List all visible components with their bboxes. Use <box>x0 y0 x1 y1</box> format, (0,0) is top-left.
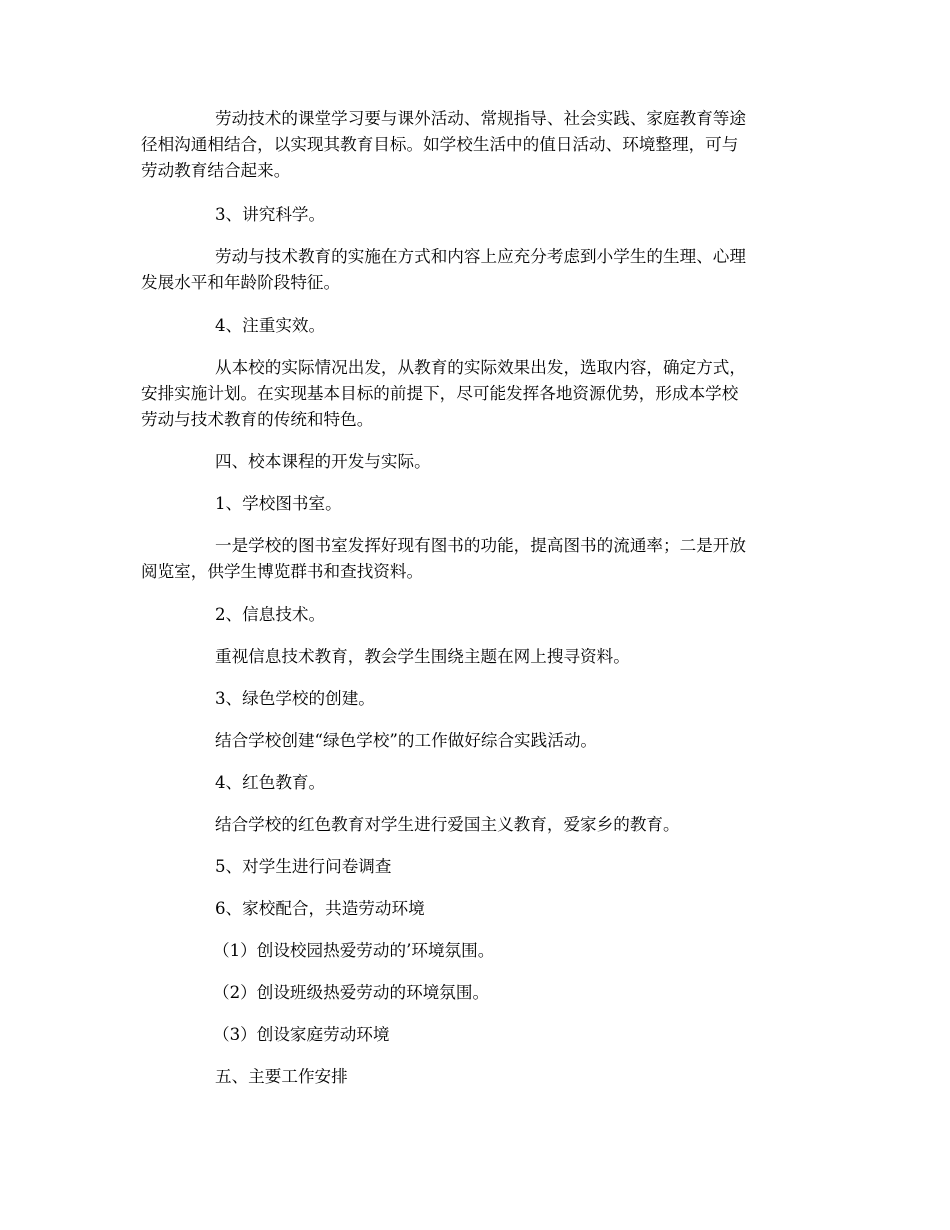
list-item-class <box>213 980 885 1006</box>
text-line: 结合学校的红色教育对学生进行爱国主义教育，爱家乡的教育。 <box>215 815 680 834</box>
paragraph-it <box>141 644 813 670</box>
section-heading-4 <box>141 449 813 475</box>
text-line: 劳动与技术教育的实施在方式和内容上应充分考虑到小学生的生理、心理 <box>215 247 746 266</box>
text-line: 6、家校配合，共造劳动环境 <box>215 899 425 918</box>
heading-library <box>141 491 813 517</box>
heading-survey <box>141 854 813 880</box>
heading-red-education <box>141 770 813 796</box>
heading-science <box>141 202 813 228</box>
text-line: 4、注重实效。 <box>215 316 326 335</box>
text-line: 劳动技术的课堂学习要与课外活动、常规指导、社会实践、家庭教育等途 <box>215 109 746 128</box>
paragraph-implementation <box>141 244 813 296</box>
paragraph-labor-integration <box>141 106 813 184</box>
text-line: 5、对学生进行问卷调查 <box>215 857 392 876</box>
text-line: 3、绿色学校的创建。 <box>215 689 375 708</box>
paragraph-library <box>141 533 813 585</box>
heading-effectiveness <box>141 313 813 339</box>
text-line: 五、主要工作安排 <box>215 1067 348 1086</box>
section-heading-5 <box>141 1064 813 1090</box>
paragraph-red-education <box>141 812 813 838</box>
heading-it <box>141 602 813 628</box>
list-item-family <box>213 1022 885 1048</box>
text-line: 径相沟通相结合，以实现其教育目标。如学校生活中的值日活动、环境整理，可与 <box>141 135 739 154</box>
text-line: 阅览室，供学生博览群书和查找资料。 <box>141 562 424 581</box>
text-line: 从本校的实际情况出发，从教育的实际效果出发，选取内容，确定方式， <box>215 358 746 377</box>
text-line: 一是学校的图书室发挥好现有图书的功能，提高图书的流通率；二是开放 <box>215 536 746 555</box>
text-line: 安排实施计划。在实现基本目标的前提下，尽可能发挥各地资源优势，形成本学校 <box>141 384 739 403</box>
heading-home-school <box>141 896 813 922</box>
paragraph-green-school <box>141 728 813 754</box>
text-line: 4、红色教育。 <box>215 773 326 792</box>
text-line: 发展水平和年龄阶段特征。 <box>141 273 341 292</box>
text-line: （3）创设家庭劳动环境 <box>213 1025 390 1044</box>
text-line: 劳动与技术教育的传统和特色。 <box>141 410 374 429</box>
heading-green-school <box>141 686 813 712</box>
text-line: 劳动教育结合起来。 <box>141 161 291 180</box>
list-item-campus <box>213 938 885 964</box>
text-line: （2）创设班级热爱劳动的环境氛围。 <box>213 983 490 1002</box>
text-line: 1、学校图书室。 <box>215 494 342 513</box>
text-line: 2、信息技术。 <box>215 605 326 624</box>
text-line: 结合学校创建“绿色学校”的工作做好综合实践活动。 <box>215 731 598 750</box>
text-line: （1）创设校园热爱劳动的’环境氛围。 <box>213 941 495 960</box>
paragraph-local-practice <box>141 355 813 433</box>
text-line: 3、讲究科学。 <box>215 205 326 224</box>
text-line: 四、校本课程的开发与实际。 <box>215 452 431 471</box>
text-line: 重视信息技术教育，教会学生围绕主题在网上搜寻资料。 <box>215 647 630 666</box>
